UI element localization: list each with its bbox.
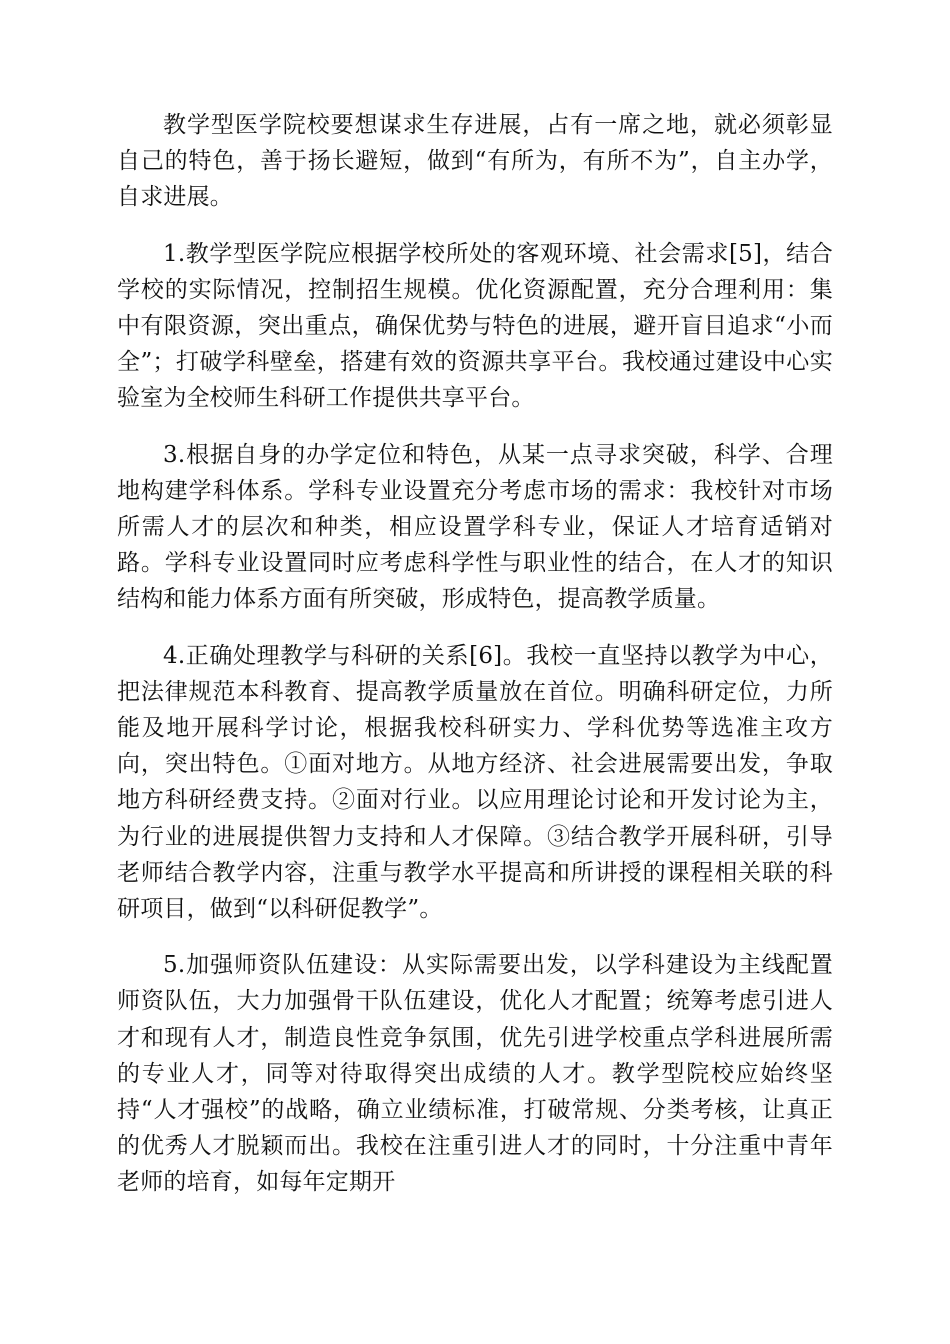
paragraph-item-1: 1.教学型医学院应根据学校所处的客观环境、社会需求[5]，结合学校的实际情况，控制招生规模。优化资源配置，充分合理利用：集中有限资源，突出重点，确保优势与特色的进展，避开盲目追求“小而全”；打破学科壁垒，搭建有效的资源共享平台。我校通过建设中心实验室为全校师生科研工作提供共享平台。: [117, 240, 833, 412]
paragraph-item-3: 3.根据自身的办学定位和特色，从某一点寻求突破，科学、合理地构建学科体系。学科专业设置充分考虑市场的需求：我校针对市场所需人才的层次和种类，相应设置学科专业，保证人才培育适销对路。学科专业设置同时应考虑科学性与职业性的结合，在人才的知识结构和能力体系方面有所突破，形成特色，提高教学质量。: [117, 441, 833, 613]
paragraph-item-4: 4.正确处理教学与科研的关系[6]。我校一直坚持以教学为中心，把法律规范本科教育、提高教学质量放在首位。明确科研定位，力所能及地开展科学讨论，根据我校科研实力、学科优势等选准主攻方向，突出特色。①面对地方。从地方经济、社会进展需要出发，争取地方科研经费支持。②面对行业。以应用理论讨论和开发讨论为主，为行业的进展提供智力支持和人才保障。③结合教学开展科研，引导老师结合教学内容，注重与教学水平提高和所讲授的课程相关联的科研项目，做到“以科研促教学”。: [117, 642, 833, 923]
paragraph-item-5: 5.加强师资队伍建设：从实际需要出发，以学科建设为主线配置师资队伍，大力加强骨干队伍建设，优化人才配置；统筹考虑引进人才和现有人才，制造良性竞争氛围，优先引进学校重点学科进展所需的专业人才，同等对待取得突出成绩的人才。教学型院校应始终坚持“人才强校”的战略，确立业绩标准，打破常规、分类考核，让真正的优秀人才脱颖而出。我校在注重引进人才的同时，十分注重中青年老师的培育，如每年定期开: [117, 952, 833, 1196]
document-body: [117, 107, 833, 1221]
paragraph-intro: 教学型医学院校要想谋求生存进展，占有一席之地，就必须彰显自己的特色，善于扬长避短，做到“有所为，有所不为”，自主办学，自求进展。: [117, 112, 833, 211]
